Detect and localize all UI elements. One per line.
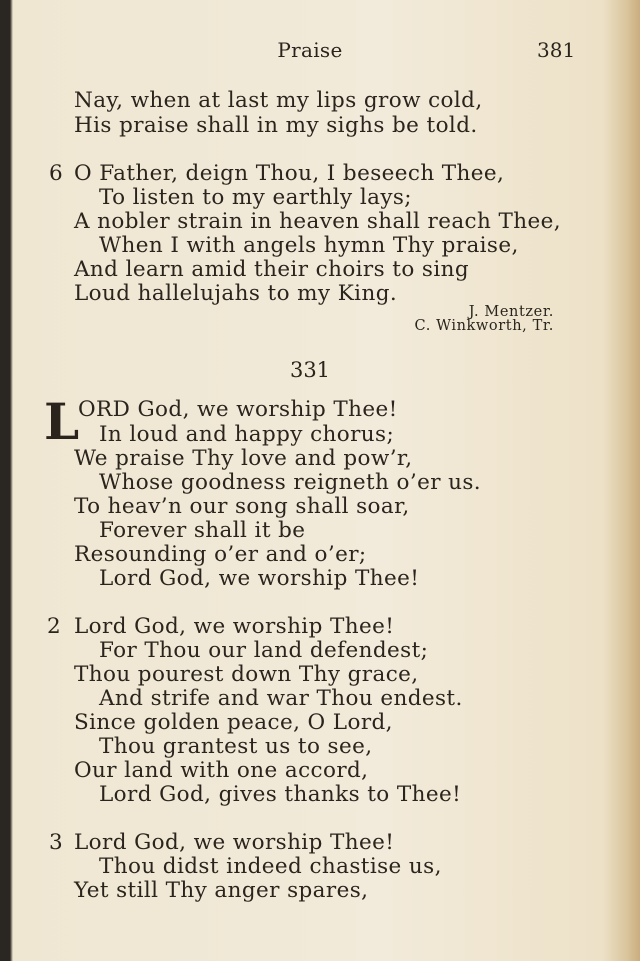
verse-line: Since golden peace, O Lord, <box>74 710 393 735</box>
verse-line: Resounding o’er and o’er; <box>74 542 367 567</box>
verse-line: Forever shall it be <box>99 518 306 543</box>
verse-line: Lord God, we worship Thee! <box>74 614 395 639</box>
verse-line: For Thou our land defendest; <box>99 638 429 663</box>
page-header-title: Praise <box>277 38 343 62</box>
stanza-number: 6 <box>49 161 63 186</box>
verse-line: Nay, when at last my lips grow cold, <box>74 88 483 113</box>
stanza-number: 3 <box>49 830 63 855</box>
author-credit: J. Mentzer. <box>468 304 554 320</box>
verse-line: To heav’n our song shall soar, <box>74 494 410 519</box>
verse-line: Lord God, we worship Thee! <box>99 566 420 591</box>
verse-line: His praise shall in my sighs be told. <box>74 113 478 138</box>
verse-line: Our land with one accord, <box>74 758 369 783</box>
drop-cap: L <box>44 392 80 451</box>
verse-line: Thou pourest down Thy grace, <box>74 662 419 687</box>
verse-line: When I with angels hymn Thy praise, <box>99 233 519 258</box>
verse-line: Loud hallelujahs to my King. <box>74 281 398 306</box>
verse-line: To listen to my earthly lays; <box>99 185 412 210</box>
verse-line: And learn amid their choirs to sing <box>74 257 470 282</box>
verse-line: Lord God, gives thanks to Thee! <box>99 782 462 807</box>
verse-line: Yet still Thy anger spares, <box>74 878 369 903</box>
verse-line: Whose goodness reigneth o’er us. <box>99 470 482 495</box>
verse-line: And strife and war Thou endest. <box>99 686 463 711</box>
page-number: 381 <box>537 38 576 62</box>
hymn-number: 331 <box>289 358 331 382</box>
verse-line: Lord God, we worship Thee! <box>74 830 395 855</box>
verse-line: Thou didst indeed chastise us, <box>99 854 442 879</box>
verse-line: A nobler strain in heaven shall reach Thee, <box>74 209 561 234</box>
translator-credit: C. Winkworth, Tr. <box>414 318 554 334</box>
stanza-number: 2 <box>47 614 61 639</box>
verse-line: O Father, deign Thou, I beseech Thee, <box>74 161 505 186</box>
verse-line: ORD God, we worship Thee! <box>78 397 398 422</box>
verse-line: Thou grantest us to see, <box>99 734 373 759</box>
verse-line: In loud and happy chorus; <box>99 422 395 447</box>
verse-line: We praise Thy love and pow’r, <box>74 446 413 471</box>
